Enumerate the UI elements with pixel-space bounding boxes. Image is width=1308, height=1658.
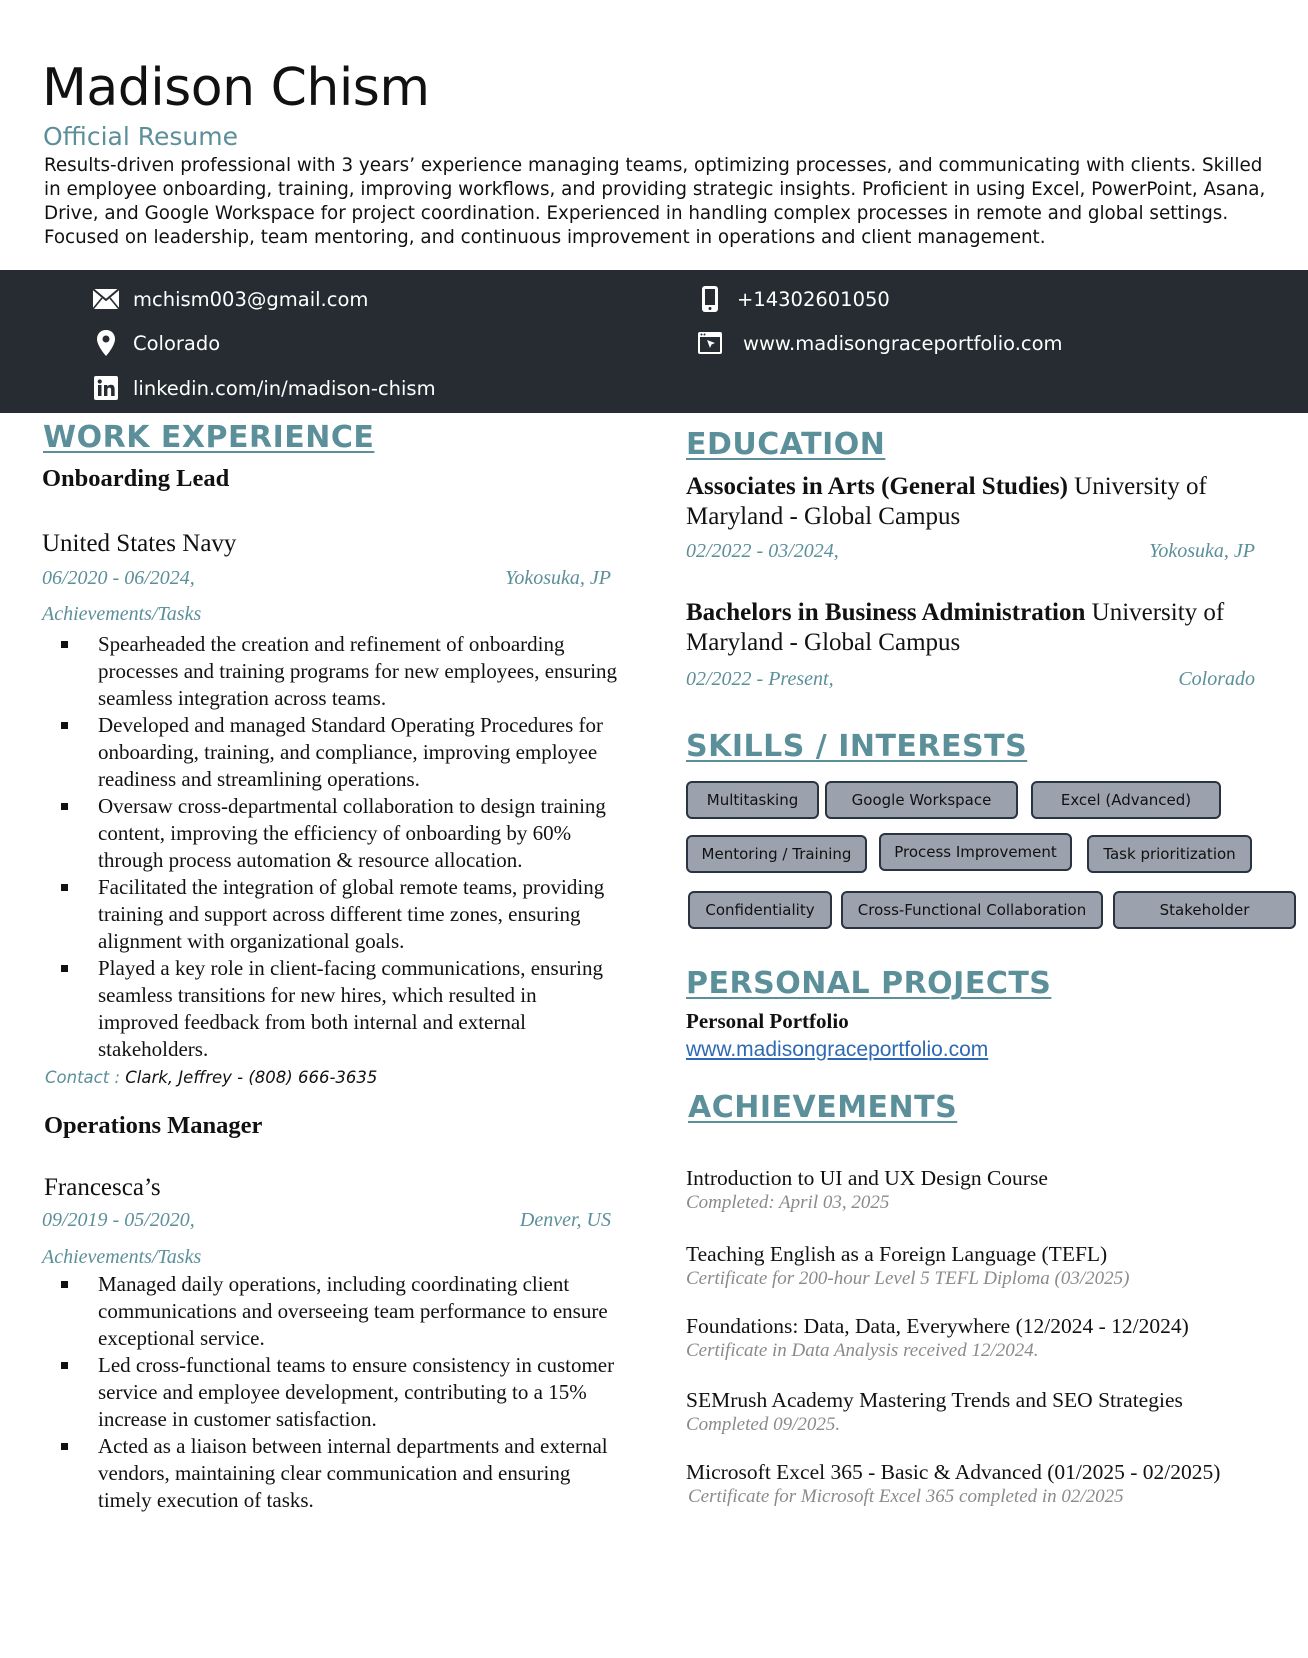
contact-website[interactable] xyxy=(695,328,1063,358)
job-title: Onboarding Lead xyxy=(42,465,230,492)
job-bullets xyxy=(42,1271,622,1514)
degree-name: Associates in Arts (General Studies) xyxy=(686,473,1068,500)
skill-tag: Task prioritization xyxy=(1087,835,1252,873)
skill-tag: Stakeholder xyxy=(1113,891,1296,929)
achievement-detail: Completed: April 03, 2025 xyxy=(686,1192,890,1213)
achievement-title: SEMrush Academy Mastering Trends and SEO Strategies xyxy=(686,1388,1183,1412)
project-link[interactable]: www.madisongraceportfolio.com xyxy=(686,1038,989,1061)
contact-email[interactable] xyxy=(91,284,368,314)
skills-heading: SKILLS / INTERESTS xyxy=(686,729,1028,764)
education-dates: 02/2022 - Present, xyxy=(686,668,834,690)
job-dates: 06/2020 - 06/2024, xyxy=(42,567,195,589)
resume-subtitle: Official Resume xyxy=(43,122,238,151)
degree-name: Bachelors in Business Administration xyxy=(686,599,1086,626)
contact-phone[interactable] xyxy=(695,284,890,314)
achievement-detail: Completed 09/2025. xyxy=(686,1414,841,1435)
phone-icon xyxy=(695,284,725,314)
skill-tag: Multitasking xyxy=(686,781,819,819)
job-bullets xyxy=(42,631,622,1063)
job-company: United States Navy xyxy=(42,530,237,557)
tasks-label: Achievements/Tasks xyxy=(42,603,202,625)
education-location: Colorado xyxy=(1178,668,1255,690)
achievement-title: Foundations: Data, Data, Everywhere (12/2024 - 12/2024) xyxy=(686,1314,1189,1338)
achievement-detail: Certificate in Data Analysis received 12/2024. xyxy=(686,1340,1039,1361)
list-item: Facilitated the integration of global remote teams, providing training and support across different time zones, ensuring alignment with organizational goals. xyxy=(42,874,622,955)
achievement-title: Introduction to UI and UX Design Course xyxy=(686,1166,1048,1190)
list-item: Spearheaded the creation and refinement of onboarding processes and training programs for new employees, ensuring seamless integration across teams. xyxy=(42,631,622,712)
contact-linkedin-text: linkedin.com/in/madison-chism xyxy=(133,376,436,400)
list-item: Led cross-functional teams to ensure consistency in customer service and employee development, contributing to a 15% increase in customer satisfaction. xyxy=(42,1352,622,1433)
work-experience-heading: WORK EXPERIENCE xyxy=(43,420,375,455)
contact-email-text: mchism003@gmail.com xyxy=(133,287,369,311)
skill-tag: Mentoring / Training xyxy=(686,835,867,873)
skill-tag: Google Workspace xyxy=(825,781,1018,819)
achievements-heading: ACHIEVEMENTS xyxy=(688,1090,958,1125)
job-dates: 09/2019 - 05/2020, xyxy=(42,1209,195,1231)
list-item: Developed and managed Standard Operating Procedures for onboarding, training, and compliance, improving employee readiness and streamlining operations. xyxy=(42,712,622,793)
education-entry xyxy=(686,472,1266,532)
education-heading: EDUCATION xyxy=(686,427,886,462)
reference-value: Clark, Jeffrey - (808) 666-3635 xyxy=(125,1068,378,1087)
school-name: University of Maryland - Global Campus xyxy=(686,473,1207,530)
school-name: University of Maryland - Global Campus xyxy=(686,599,1225,656)
list-item: Played a key role in client-facing communications, ensuring seamless transitions for new hires, which resulted in improved feedback from both internal and external stakeholders. xyxy=(42,955,622,1063)
achievement-detail: Certificate for Microsoft Excel 365 completed in 02/2025 xyxy=(688,1486,1124,1507)
job-reference xyxy=(45,1068,377,1087)
contact-linkedin[interactable] xyxy=(91,373,436,403)
education-location: Yokosuka, JP xyxy=(1149,540,1255,562)
contact-website-text: www.madisongraceportfolio.com xyxy=(743,331,1063,355)
list-item: Acted as a liaison between internal departments and external vendors, maintaining clear communication and ensuring timely execution of tasks. xyxy=(42,1433,622,1514)
contact-bar xyxy=(0,270,1308,413)
resume-name: Madison Chism xyxy=(42,58,430,118)
professional-summary: Results-driven professional with 3 years’ experience managing teams, optimizing processes, and communicating with clients. Skilled in employee onboarding, training, improving workflows, and providing strategic insights. Proficient in using Excel, PowerPoint, Asana, Drive, and Google Workspace for project coordination. Experienced in handling complex processes in remote and global settings. Focused on leadership, team mentoring, and continuous improvement in operations and client management. xyxy=(44,155,1266,248)
job-location: Yokosuka, JP xyxy=(505,567,611,589)
job-title: Operations Manager xyxy=(44,1112,263,1139)
education-entry xyxy=(686,598,1266,658)
list-item: Managed daily operations, including coordinating client communications and overseeing team performance to ensure exceptional service. xyxy=(42,1271,622,1352)
achievement-title: Teaching English as a Foreign Language (TEFL) xyxy=(686,1242,1108,1266)
browser-cursor-icon xyxy=(695,328,725,358)
reference-label: Contact : xyxy=(45,1068,120,1087)
contact-location-text: Colorado xyxy=(133,331,221,355)
skill-tag: Process Improvement xyxy=(879,833,1072,871)
skill-tag: Excel (Advanced) xyxy=(1031,781,1221,819)
contact-location xyxy=(91,328,220,358)
list-item: Oversaw cross-departmental collaboration to design training content, improving the efficiency of onboarding by 60% through process automation & resource allocation. xyxy=(42,793,622,874)
envelope-icon xyxy=(91,284,121,314)
tasks-label: Achievements/Tasks xyxy=(42,1246,202,1268)
linkedin-icon xyxy=(91,373,121,403)
education-dates: 02/2022 - 03/2024, xyxy=(686,540,839,562)
skill-tag: Confidentiality xyxy=(688,891,832,929)
achievement-detail: Certificate for 200-hour Level 5 TEFL Diploma (03/2025) xyxy=(686,1268,1130,1289)
projects-heading: PERSONAL PROJECTS xyxy=(686,966,1052,1001)
map-pin-icon xyxy=(91,328,121,358)
job-company: Francesca’s xyxy=(44,1174,161,1201)
job-location: Denver, US xyxy=(519,1209,611,1231)
skill-tag: Cross-Functional Collaboration xyxy=(841,891,1103,929)
project-title: Personal Portfolio xyxy=(686,1009,849,1033)
contact-phone-text: +14302601050 xyxy=(737,287,890,311)
achievement-title: Microsoft Excel 365 - Basic & Advanced (01/2025 - 02/2025) xyxy=(686,1460,1221,1484)
